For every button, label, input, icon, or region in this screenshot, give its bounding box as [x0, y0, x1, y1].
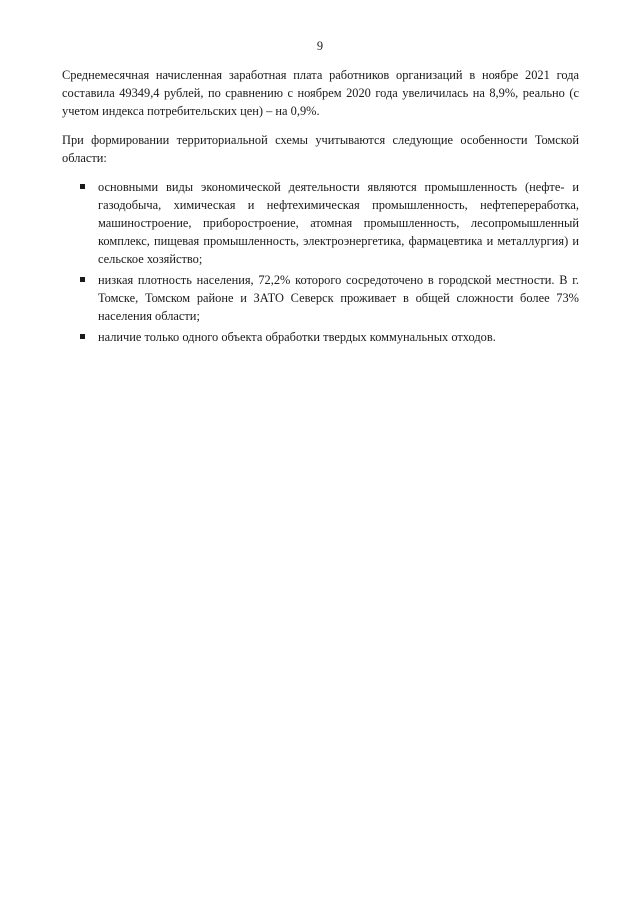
list-item-text: низкая плотность населения, 72,2% которого сосредоточено в городской местности. В г. Томске, Томском районе и ЗАТО Северск проживает в общей сложности более 73% населения области;: [98, 273, 579, 323]
page-number: 9: [316, 39, 324, 53]
paragraph-salary: Среднемесячная начисленная заработная плата работников организаций в ноябре 2021 года составила 49349,4 рублей, по сравнению с ноябрем 2020 года увеличилась на 8,9%, реально (с учетом индекса потребительских цен) – на 0,9%.: [62, 68, 579, 118]
square-bullet-icon: [80, 334, 85, 339]
list-item: [62, 178, 579, 268]
features-list: [62, 178, 579, 346]
list-item-text: основными виды экономической деятельности являются промышленность (нефте- и газодобыча, химическая и нефтехимическая промышленность, нефтепереработка, машиностроение, приборостроение, атомная промышленность, лесопромышленный комплекс, пищевая промышленность, электроэнергетика, фармацевтика и металлургия) и сельское хозяйство;: [98, 180, 579, 266]
paragraph-scheme-intro: При формировании территориальной схемы учитываются следующие особенности Томской области:: [62, 133, 579, 165]
list-item: [62, 271, 579, 325]
list-item-text: наличие только одного объекта обработки твердых коммунальных отходов.: [98, 330, 496, 344]
list-item: [62, 328, 579, 346]
square-bullet-icon: [80, 277, 85, 282]
square-bullet-icon: [80, 184, 85, 189]
page-content: [62, 66, 579, 349]
